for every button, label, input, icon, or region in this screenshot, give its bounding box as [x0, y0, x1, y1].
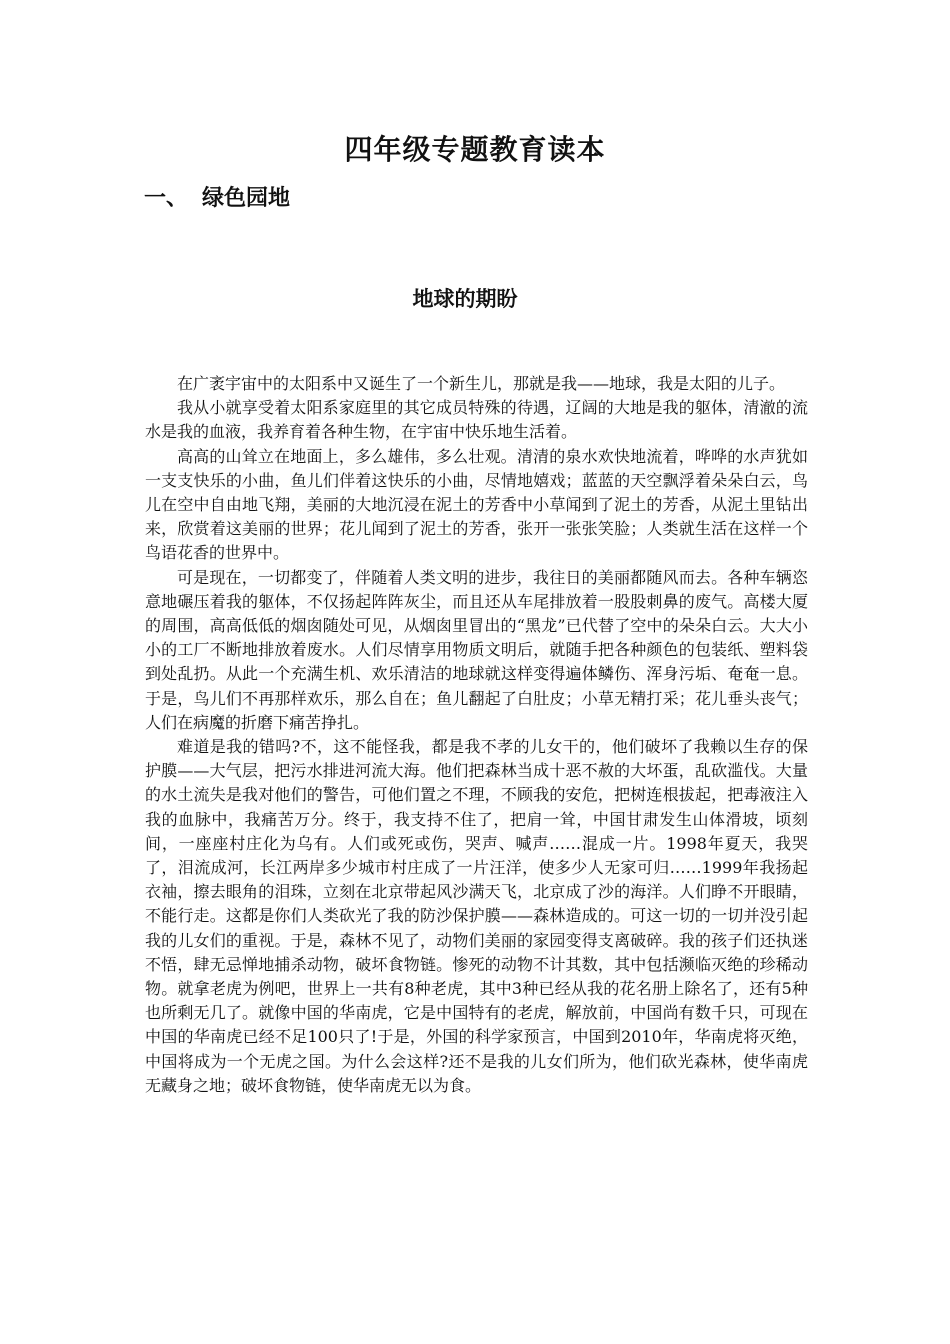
section-number: 一、 [144, 186, 189, 211]
paragraph: 高高的山耸立在地面上，多么雄伟，多么壮观。清清的泉水欢快地流着，哗哗的水声犹如一支支快乐的小曲，鱼儿们伴着这快乐的小曲，尽情地嬉戏；蓝蓝的天空飘浮着朵朵白云，鸟儿在空中自由地飞翔，美丽的大地沉浸在泥土的芳香中小草闻到了泥土的芳香，从泥土里钻出来，欣赏着这美丽的世界；花儿闻到了泥土的芳香，张开一张张笑脸；人类就生活在这样一个鸟语花香的世界中。 [145, 446, 808, 563]
article-title: 地球的期盼 [412, 287, 518, 311]
paragraph: 我从小就享受着太阳系家庭里的其它成员特殊的待遇，辽阔的大地是我的躯体，清澈的流水是我的血液，我养育着各种生物，在宇宙中快乐地生活着。 [145, 398, 808, 442]
section-heading [144, 184, 290, 214]
document-title: 四年级专题教育读本 [344, 133, 606, 166]
article-body [145, 372, 808, 1098]
paragraph: 在广袤宇宙中的太阳系中又诞生了一个新生儿，那就是我——地球，我是太阳的儿子。 [177, 374, 786, 393]
paragraph: 难道是我的错吗?不，这不能怪我，都是我不孝的儿女干的，他们破坏了我赖以生存的保护膜——大气层，把污水排进河流大海。他们把森林当成十恶不赦的大坏蛋，乱砍滥伐。大量的水土流失是我对他们的警告，可他们置之不理，不顾我的安危，把树连根拔起，把毒液注入我的血脉中，我痛苦万分。终于，我支持不住了，把肩一耸，中国甘肃发生山体滑坡，顷刻间，一座座村庄化为乌有。人们或死或伤，哭声、喊声……混成一片。1998年夏天，我哭了，泪流成河，长江两岸多少城市村庄成了一片汪洋，使多少人无家可归……1999年我扬起衣袖，擦去眼角的泪珠，立刻在北京带起风沙满天飞，北京成了沙的海洋。人们睁不开眼睛，不能行走。这都是你们人类砍光了我的防沙保护膜——森林造成的。可这一切的一切并没引起我的儿女们的重视。于是，森林不见了，动物们美丽的家园变得支离破碎。我的孩子们还执迷不悟，肆无忌惮地捕杀动物，破坏食物链。惨死的动物不计其数，其中包括濒临灭绝的珍稀动物。就拿老虎为例吧，世界上一共有8种老虎，其中3种已经从我的花名册上除名了，还有5种也所剩无几了。就像中国的华南虎，它是中国特有的老虎，解放前，中国尚有数千只，可现在中国的华南虎已经不足100只了!于是，外国的科学家预言，中国到2010年，华南虎将灭绝，中国将成为一个无虎之国。为什么会这样?还不是我的儿女们所为，他们砍光森林，使华南虎无藏身之地；破坏食物链，使华南虎无以为食。 [145, 737, 808, 1095]
section-title: 绿色园地 [202, 186, 291, 211]
paragraph: 可是现在，一切都变了，伴随着人类文明的进步，我往日的美丽都随风而去。各种车辆恣意地碾压着我的躯体，不仅扬起阵阵灰尘，而且还从车尾排放着一股股刺鼻的废气。高楼大厦的周围，高高低低的烟囱随处可见，从烟囱里冒出的“黑龙”已代替了空中的朵朵白云。大大小小的工厂不断地排放着废水。人们尽情享用物质文明后，就随手把各种颜色的包装纸、塑料袋到处乱扔。从此一个充满生机、欢乐清洁的地球就这样变得遍体鳞伤、浑身污垢、奄奄一息。于是，鸟儿们不再那样欢乐，那么自在；鱼儿翻起了白肚皮；小草无精打采；花儿垂头丧气；人们在病魔的折磨下痛苦挣扎。 [145, 567, 808, 732]
